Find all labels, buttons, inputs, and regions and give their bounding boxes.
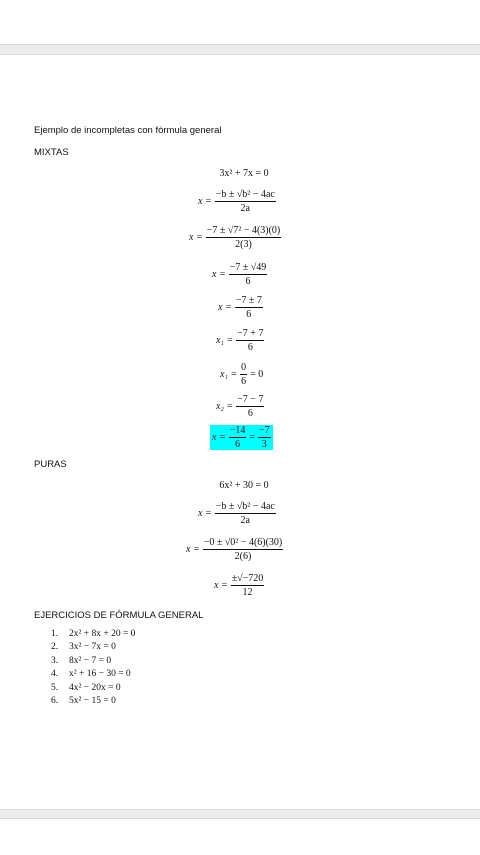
ejercicios-heading: EJERCICIOS DE FÓRMULA GENERAL bbox=[34, 610, 204, 621]
list-item-equation: 8x² − 7 = 0 bbox=[69, 655, 112, 666]
puras-substituted-formula bbox=[186, 537, 283, 562]
formula-equals: = bbox=[249, 432, 255, 443]
puras-equation: 6x² + 30 = 0 bbox=[219, 480, 269, 491]
list-item-equation: 2x² + 8x + 20 = 0 bbox=[69, 629, 136, 639]
list-item bbox=[51, 696, 135, 709]
list-item-equation: 4x² − 20x = 0 bbox=[69, 682, 121, 693]
mixtas-x1-formula bbox=[216, 328, 264, 353]
puras-sqrt-formula bbox=[214, 573, 264, 598]
formula-numerator: −7 bbox=[258, 425, 270, 436]
list-item-number: 2. bbox=[51, 642, 59, 653]
ejercicios-list bbox=[51, 629, 135, 709]
list-item-equation: 3x² − 7x = 0 bbox=[69, 642, 116, 653]
formula-lhs: x₂ = bbox=[216, 401, 234, 412]
formula-denominator: 2a bbox=[240, 515, 250, 526]
list-item bbox=[51, 683, 135, 696]
formula-numerator: −7 ± √49 bbox=[229, 262, 267, 273]
list-item-number: 1. bbox=[51, 629, 59, 639]
list-item bbox=[51, 642, 135, 655]
formula-denominator: 6 bbox=[245, 276, 251, 287]
formula-lhs: x = bbox=[198, 196, 212, 207]
formula-numerator: −7 ± 7 bbox=[235, 295, 262, 306]
formula-lhs: x = bbox=[198, 508, 212, 519]
list-item-equation: 5x² − 15 = 0 bbox=[69, 695, 116, 706]
mixtas-equation: 3x² + 7x = 0 bbox=[219, 168, 269, 179]
formula-denominator: 6 bbox=[247, 408, 253, 419]
formula-lhs: x = bbox=[218, 302, 232, 313]
intro-heading: Ejemplo de incompletas con fórmula general bbox=[34, 125, 222, 136]
list-item-number: 6. bbox=[51, 695, 59, 706]
formula-numerator: −b ± √b² − 4ac bbox=[215, 501, 275, 512]
formula-lhs: x = bbox=[189, 232, 203, 243]
document-page bbox=[0, 54, 480, 810]
mixtas-x2-formula bbox=[216, 394, 264, 419]
list-item-number: 3. bbox=[51, 655, 59, 666]
formula-numerator: −7 + 7 bbox=[237, 328, 264, 339]
list-item-number: 4. bbox=[51, 669, 59, 680]
mixtas-heading: MIXTAS bbox=[34, 147, 69, 158]
formula-numerator: −0 ± √0² − 4(6)(30) bbox=[203, 537, 283, 548]
mixtas-substituted-formula bbox=[189, 225, 281, 250]
formula-lhs: x₁ = bbox=[216, 335, 234, 346]
top-toolbar-strip bbox=[0, 0, 480, 45]
formula-denominator: 6 bbox=[247, 342, 253, 353]
list-item bbox=[51, 656, 135, 669]
formula-denominator: 3 bbox=[261, 439, 267, 450]
mixtas-x1-result bbox=[220, 362, 263, 387]
formula-numerator: 0 bbox=[241, 362, 247, 373]
formula-lhs: x = bbox=[212, 432, 226, 443]
list-item bbox=[51, 669, 135, 682]
formula-denominator: 2a bbox=[240, 203, 250, 214]
formula-numerator: −7 − 7 bbox=[237, 394, 264, 405]
mixtas-general-formula bbox=[198, 189, 276, 214]
formula-denominator: 6 bbox=[246, 309, 252, 320]
mixtas-pm-formula bbox=[218, 295, 263, 320]
mixtas-final-result-highlighted bbox=[210, 425, 273, 450]
formula-lhs: x = bbox=[212, 269, 226, 280]
puras-heading: PURAS bbox=[34, 459, 67, 470]
formula-numerator: ±√−720 bbox=[231, 573, 264, 584]
formula-denominator: 2(6) bbox=[234, 551, 252, 562]
formula-lhs: x₁ = bbox=[220, 369, 238, 380]
list-item-equation: x² + 16 − 30 = 0 bbox=[69, 669, 131, 680]
list-item-number: 5. bbox=[51, 682, 59, 693]
formula-denominator: 6 bbox=[235, 439, 240, 450]
mixtas-sqrt-formula bbox=[212, 262, 267, 287]
formula-numerator: −14 bbox=[229, 425, 246, 436]
formula-denominator: 12 bbox=[242, 587, 253, 598]
formula-numerator: −7 ± √7² − 4(3)(0) bbox=[206, 225, 281, 236]
puras-general-formula bbox=[198, 501, 276, 526]
formula-lhs: x = bbox=[214, 580, 228, 591]
list-item bbox=[51, 629, 135, 642]
bottom-toolbar-strip bbox=[0, 818, 480, 855]
formula-numerator: −b ± √b² − 4ac bbox=[215, 189, 275, 200]
formula-denominator: 2(3) bbox=[235, 239, 252, 250]
formula-lhs: x = bbox=[186, 544, 200, 555]
formula-denominator: 6 bbox=[241, 376, 247, 387]
formula-rhs: = 0 bbox=[250, 369, 264, 380]
